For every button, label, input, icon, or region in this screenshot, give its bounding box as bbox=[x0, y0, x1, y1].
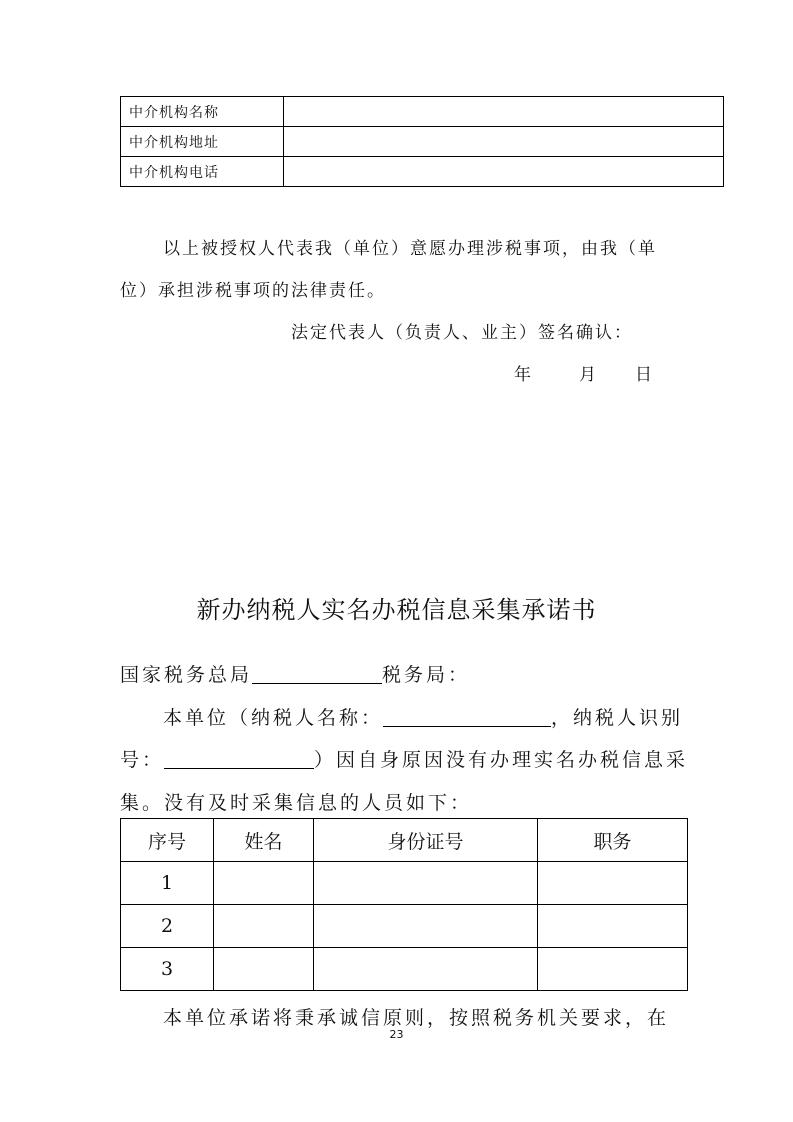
table-header-row bbox=[121, 819, 688, 862]
agency-name-value bbox=[284, 97, 724, 127]
date-year: 年 bbox=[514, 365, 533, 385]
row-position-cell[interactable] bbox=[538, 862, 688, 905]
row-serial: 1 bbox=[121, 862, 214, 905]
addressee-line bbox=[120, 660, 470, 687]
para-prefix: 本单位（纳税人名称： bbox=[163, 707, 384, 729]
row-position-cell[interactable] bbox=[538, 905, 688, 948]
header-id-number: 身份证号 bbox=[314, 819, 538, 862]
agency-phone-label: 中介机构电话 bbox=[121, 157, 284, 187]
row-id-cell[interactable] bbox=[314, 862, 538, 905]
header-serial: 序号 bbox=[121, 819, 214, 862]
taxpayer-name-blank[interactable] bbox=[383, 708, 551, 727]
row-id-cell[interactable] bbox=[314, 905, 538, 948]
personnel-table bbox=[120, 818, 688, 991]
agency-address-label: 中介机构地址 bbox=[121, 127, 284, 157]
page-number: 23 bbox=[389, 1028, 404, 1041]
table-row bbox=[121, 948, 688, 991]
row-name-cell[interactable] bbox=[214, 948, 314, 991]
table-row bbox=[121, 127, 724, 157]
para-mid: ，纳税人识别 bbox=[551, 707, 684, 729]
table-row bbox=[121, 97, 724, 127]
addressee-prefix: 国家税务总局 bbox=[120, 664, 253, 686]
agency-phone-value bbox=[284, 157, 724, 187]
authorization-line-1: 以上被授权人代表我（单位）意愿办理涉税事项，由我（单 bbox=[163, 239, 657, 259]
commitment-line-3: 集。没有及时采集信息的人员如下： bbox=[120, 792, 473, 814]
table-row bbox=[121, 905, 688, 948]
authorization-line-2: 位）承担涉税事项的法律责任。 bbox=[120, 281, 386, 301]
tax-bureau-blank[interactable] bbox=[252, 665, 382, 684]
row-serial: 2 bbox=[121, 905, 214, 948]
commitment-line-2 bbox=[120, 745, 688, 772]
signature-label: 法定代表人（负责人、业主）签名确认： bbox=[291, 323, 633, 343]
date-month: 月 bbox=[579, 365, 598, 385]
row-name-cell[interactable] bbox=[214, 905, 314, 948]
date-day: 日 bbox=[635, 365, 654, 385]
line2-suffix: ）因自身原因没有办理实名办税信息采 bbox=[314, 749, 689, 771]
header-name: 姓名 bbox=[214, 819, 314, 862]
row-position-cell[interactable] bbox=[538, 948, 688, 991]
agency-address-value bbox=[284, 127, 724, 157]
closing-line: 本单位承诺将秉承诚信原则，按照税务机关要求，在 bbox=[163, 1007, 670, 1029]
addressee-suffix: 税务局： bbox=[382, 664, 471, 686]
line2-prefix: 号： bbox=[120, 749, 165, 771]
taxpayer-id-blank[interactable] bbox=[164, 750, 314, 769]
header-position: 职务 bbox=[538, 819, 688, 862]
row-id-cell[interactable] bbox=[314, 948, 538, 991]
table-row bbox=[121, 862, 688, 905]
document-title: 新办纳税人实名办税信息采集承诺书 bbox=[196, 596, 597, 624]
commitment-line-1 bbox=[163, 703, 683, 730]
agency-info-table bbox=[120, 96, 724, 187]
row-name-cell[interactable] bbox=[214, 862, 314, 905]
row-serial: 3 bbox=[121, 948, 214, 991]
agency-name-label: 中介机构名称 bbox=[121, 97, 284, 127]
table-row bbox=[121, 157, 724, 187]
